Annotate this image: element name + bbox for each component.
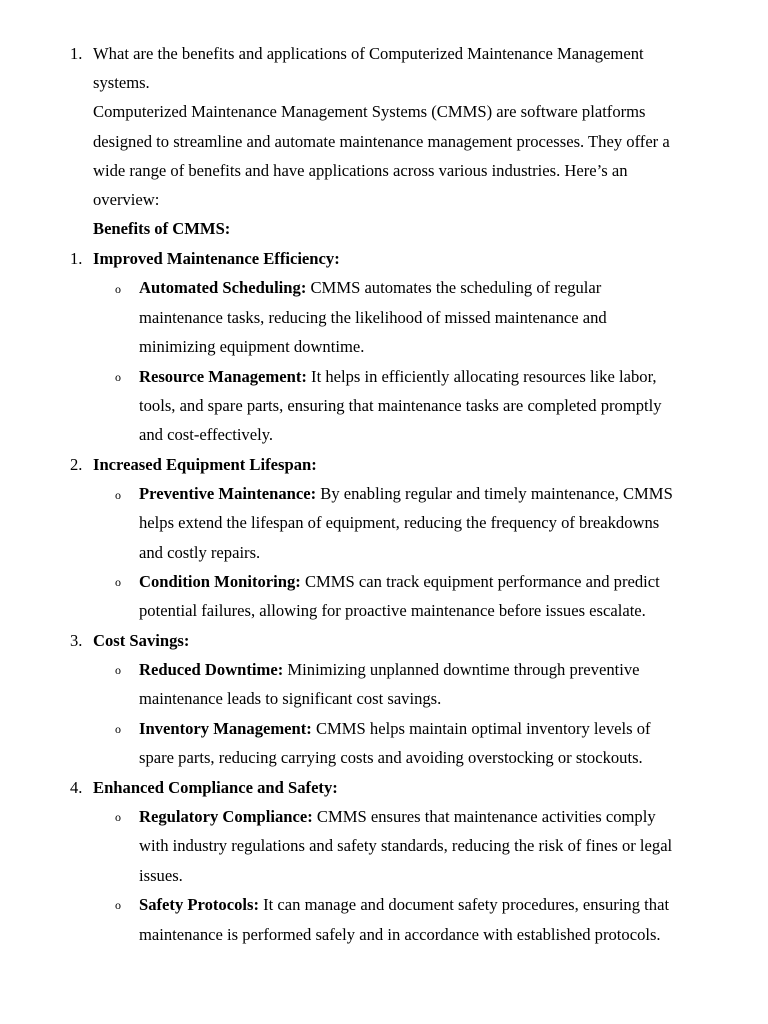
list-item-line: helps extend the lifespan of equipment, reducing the frequency of breakdowns [139,513,660,532]
bullet-icon: o [115,575,121,589]
list-item-line: spare parts, reducing carrying costs and avoiding overstocking or stockouts. [139,748,643,767]
section-number: 2. [70,455,83,474]
question-text-cont: systems. [93,73,150,92]
intro-paragraph-line: wide range of benefits and have applications across various industries. Here’s an [93,161,628,180]
bullet-icon: o [115,722,121,736]
intro-paragraph-line: Computerized Maintenance Management Systems (CMMS) are software platforms [93,102,646,121]
list-item-line: maintenance is performed safely and in accordance with established protocols. [139,925,661,944]
bullet-icon: o [115,488,121,502]
list-item: Resource Management: It helps in efficiently allocating resources like labor, [139,367,657,386]
benefits-heading: Benefits of CMMS: [93,219,231,238]
list-item: Inventory Management: CMMS helps maintain optimal inventory levels of [139,719,651,738]
section-number: 3. [70,631,83,650]
list-item-line: and cost-effectively. [139,425,274,444]
intro-paragraph-line: overview: [93,190,160,209]
bullet-icon: o [115,898,121,912]
list-item: Automated Scheduling: CMMS automates the scheduling of regular [139,278,602,297]
question-text: What are the benefits and applications of Computerized Maintenance Management [93,44,644,63]
list-item-line: issues. [139,866,183,885]
list-item: Condition Monitoring: CMMS can track equipment performance and predict [139,572,660,591]
question-number: 1. [70,44,83,63]
list-item: Preventive Maintenance: By enabling regular and timely maintenance, CMMS [139,484,673,503]
section-number: 4. [70,778,83,797]
list-item: Reduced Downtime: Minimizing unplanned downtime through preventive [139,660,640,679]
list-item: Regulatory Compliance: CMMS ensures that maintenance activities comply [139,807,656,826]
list-item-line: maintenance tasks, reducing the likelihood of missed maintenance and [139,308,607,327]
section-heading: Enhanced Compliance and Safety: [93,778,338,797]
section-heading: Cost Savings: [93,631,190,650]
list-item-line: and costly repairs. [139,543,261,562]
section-heading: Increased Equipment Lifespan: [93,455,317,474]
bullet-icon: o [115,370,121,384]
bullet-icon: o [115,282,121,296]
list-item-line: tools, and spare parts, ensuring that maintenance tasks are completed promptly [139,396,662,415]
bullet-icon: o [115,663,121,677]
list-item: Safety Protocols: It can manage and document safety procedures, ensuring that [139,895,670,914]
bullet-icon: o [115,810,121,824]
list-item-line: with industry regulations and safety standards, reducing the risk of fines or legal [139,836,673,855]
section-heading: Improved Maintenance Efficiency: [93,249,340,268]
list-item-line: minimizing equipment downtime. [139,337,365,356]
list-item-line: potential failures, allowing for proactive maintenance before issues escalate. [139,601,646,620]
section-number: 1. [70,249,83,268]
list-item-line: maintenance leads to significant cost savings. [139,689,442,708]
intro-paragraph-line: designed to streamline and automate maintenance management processes. They offer a [93,132,670,151]
